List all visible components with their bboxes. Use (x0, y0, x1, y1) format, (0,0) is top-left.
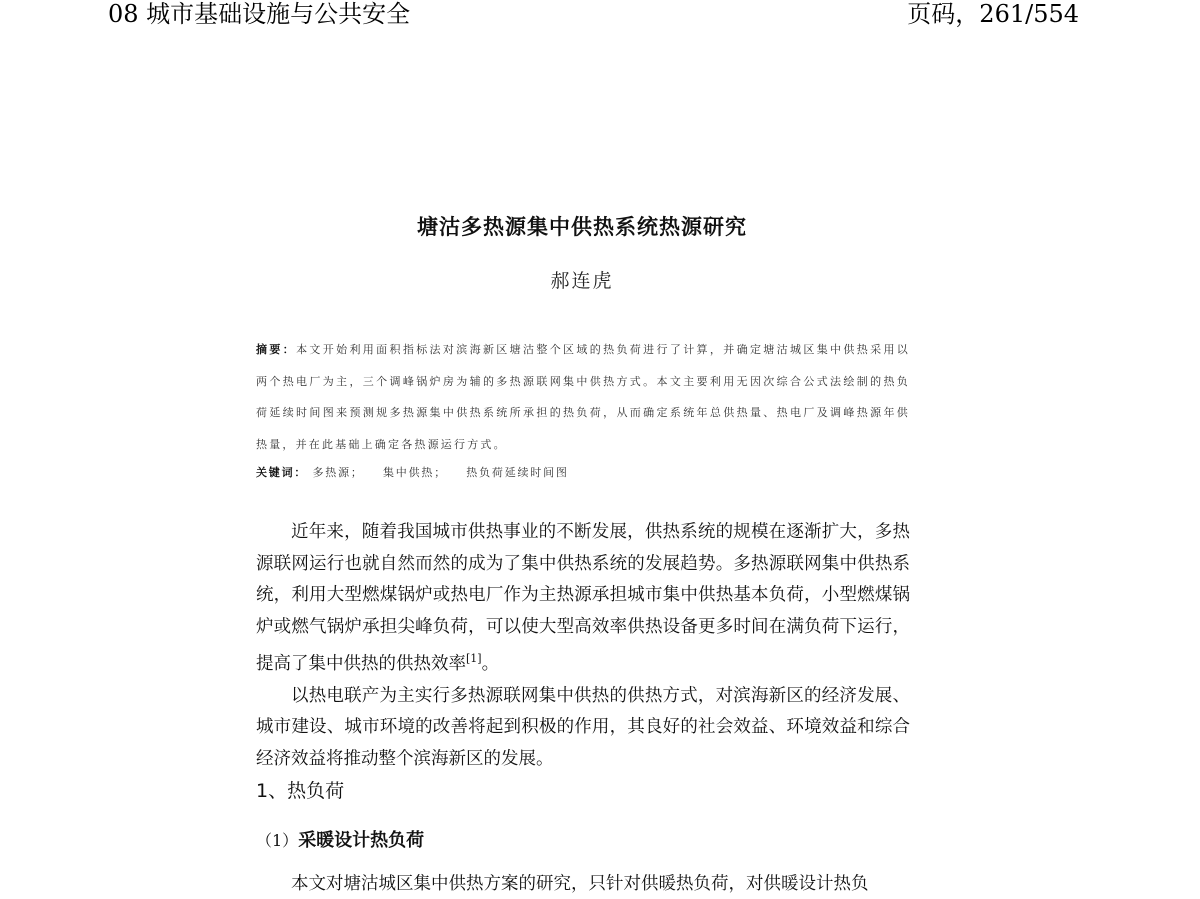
subsection-title: 采暖设计热负荷 (298, 830, 425, 851)
paragraph-text: 近年来，随着我国城市供热事业的不断发展，供热系统的规模在逐渐扩大，多热源联网运行也就自然而然的成为了集中供热系统的发展趋势。多热源联网集中供热系统，利用大型燃煤锅炉或热电厂作为主热源承担城市集中供热基本负荷，小型燃煤锅炉或燃气锅炉承担尖峰负荷，可以使大型高效率供热设备更多时间在满负荷下运行，提高了集中供热的供热效率 (256, 522, 910, 675)
abstract (256, 334, 910, 460)
section-heading: 1、热负荷 (256, 780, 345, 802)
subsection-heading (256, 826, 424, 852)
keyword-item: 多热源； (312, 466, 364, 479)
header-section-title: 08 城市基础设施与公共安全 (108, 0, 411, 28)
paragraph-end: 。 (481, 654, 500, 675)
keywords (256, 462, 910, 484)
page-number: 页码，261/554 (907, 0, 1079, 28)
keyword-item: 热负荷延续时间图 (466, 466, 569, 479)
paragraph: 以热电联产为主实行多热源联网集中供热的供热方式，对滨海新区的经济发展、城市建设、城市环境的改善将起到积极的作用，其良好的社会效益、环境效益和综合经济效益将推动整个滨海新区的发展。 (256, 685, 910, 769)
paragraph: 本文对塘沽城区集中供热方案的研究，只针对供暖热负荷，对供暖设计热负 (291, 874, 869, 894)
paper-title: 塘沽多热源集中供热系统热源研究 (417, 215, 747, 239)
keywords-label: 关键词： (256, 466, 308, 479)
paper-author: 郝连虎 (550, 270, 614, 292)
paragraph (256, 517, 910, 681)
subsection-number: （1） (256, 831, 299, 850)
abstract-text: 本文开始利用面积指标法对滨海新区塘沽整个区域的热负荷进行了计算，并确定塘沽城区集中供热采用以两个热电厂为主，三个调峰锅炉房为辅的多热源联网集中供热方式。本文主要利用无因次综合公式法绘制的热负荷延续时间图来预测规多热源集中供热系统所承担的热负荷，从而确定系统年总供热量、热电厂及调峰热源年供热量，并在此基础上确定各热源运行方式。 (256, 343, 910, 451)
body-text (256, 517, 910, 776)
citation-ref: [1] (466, 652, 482, 666)
abstract-label: 摘要： (256, 343, 297, 356)
keyword-item: 集中供热； (383, 466, 447, 479)
